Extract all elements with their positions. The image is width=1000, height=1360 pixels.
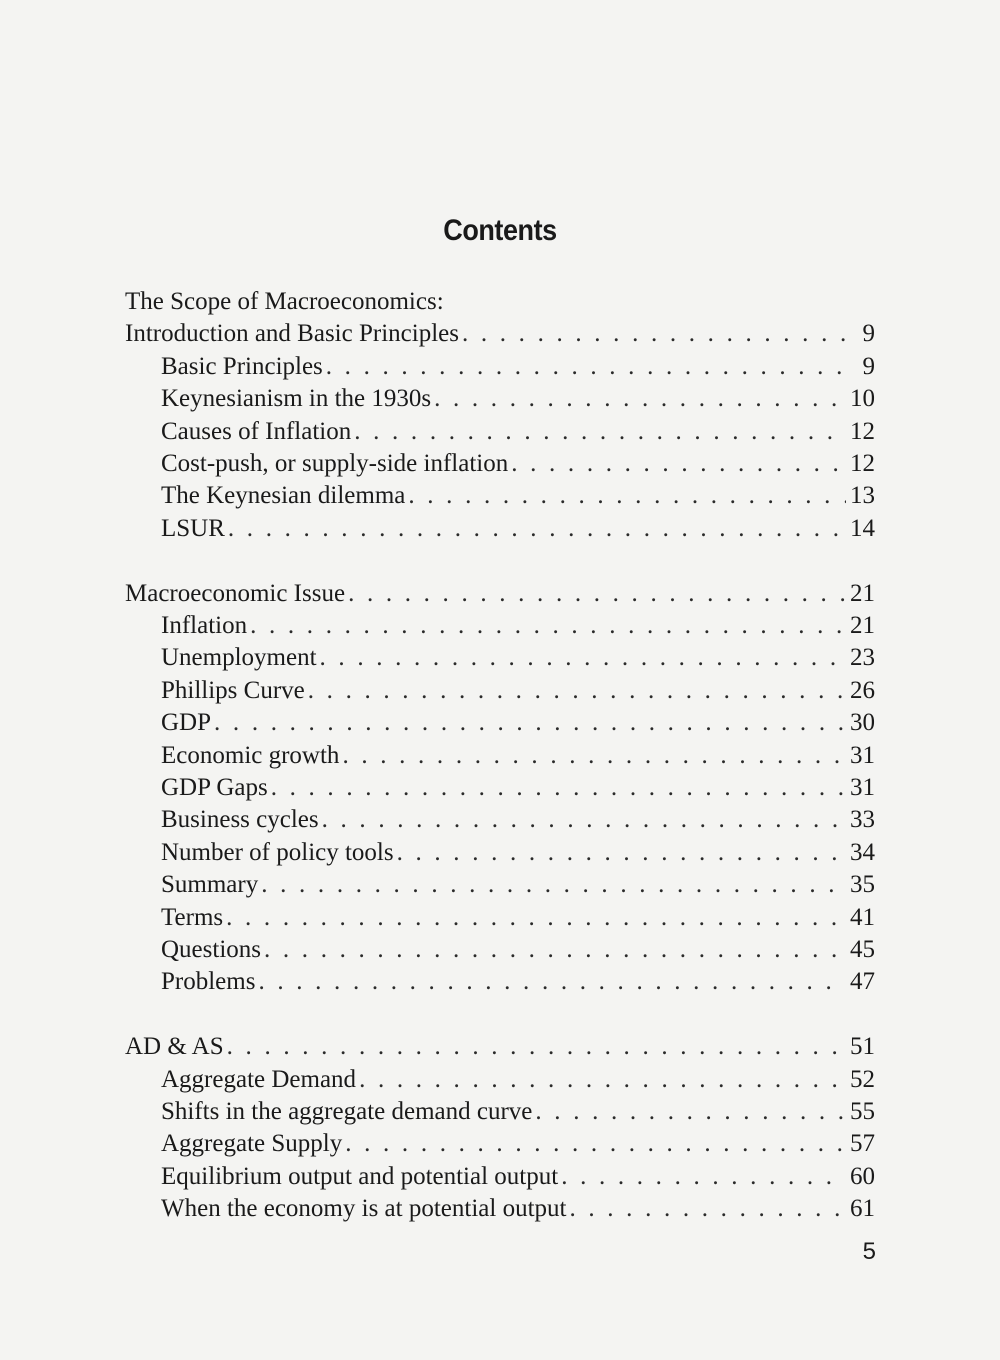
toc-subentry[interactable] xyxy=(125,1193,875,1225)
dot-leader xyxy=(258,966,846,998)
toc-section xyxy=(125,286,875,545)
toc-entry-label: Inflation xyxy=(161,612,248,640)
toc-subentry[interactable] xyxy=(125,610,875,642)
dot-leader xyxy=(354,416,846,448)
toc-entry-label: Cost-push, or supply-side inflation xyxy=(161,449,509,477)
toc-entry-label: Macroeconomic Issue xyxy=(125,579,346,607)
toc-entry-label: Phillips Curve xyxy=(161,676,305,704)
toc-entry-label: Economic growth xyxy=(161,741,340,769)
toc-chapter-entry[interactable] xyxy=(125,578,875,610)
dot-leader xyxy=(345,1128,846,1160)
dot-leader xyxy=(227,1031,846,1063)
toc-entry-label: Summary xyxy=(161,871,259,899)
toc-subentry[interactable] xyxy=(125,383,875,415)
toc-subentry[interactable] xyxy=(125,1096,875,1128)
toc-entry-page: 31 xyxy=(850,773,875,801)
toc-entry-label: Keynesianism in the 1930s xyxy=(161,385,432,413)
toc-entry-label: LSUR xyxy=(161,514,225,542)
toc-entry-page: 45 xyxy=(850,935,875,963)
toc-entry-page: 47 xyxy=(850,968,875,996)
toc-entry-page: 12 xyxy=(850,417,875,445)
toc-entry-page: 9 xyxy=(862,320,875,348)
dot-leader xyxy=(264,934,846,966)
dot-leader xyxy=(228,513,846,545)
dot-leader xyxy=(271,772,846,804)
toc-entry-label: Business cycles xyxy=(161,806,319,834)
toc-entry-page: 9 xyxy=(862,352,875,380)
toc-subentry[interactable] xyxy=(125,772,875,804)
toc-subentry[interactable] xyxy=(125,1128,875,1160)
toc-entry-label: Unemployment xyxy=(161,644,317,672)
toc-section xyxy=(125,578,875,999)
toc-subentry[interactable] xyxy=(125,837,875,869)
toc-section xyxy=(125,1031,875,1225)
toc-entry-page: 21 xyxy=(850,612,875,640)
toc-subentry[interactable] xyxy=(125,448,875,480)
toc-chapter-entry[interactable] xyxy=(125,318,875,350)
toc-subentry[interactable] xyxy=(125,642,875,674)
dot-leader xyxy=(434,383,846,415)
toc-entry-label: Introduction and Basic Principles xyxy=(125,320,459,348)
toc-entry-page: 51 xyxy=(850,1033,875,1061)
toc-entry-label: When the economy is at potential output xyxy=(161,1195,567,1223)
toc-entry-label: Causes of Inflation xyxy=(161,417,352,445)
toc-entry-page: 41 xyxy=(850,903,875,931)
dot-leader xyxy=(320,642,846,674)
toc-entry-page: 23 xyxy=(850,644,875,672)
toc-entry-page: 34 xyxy=(850,838,875,866)
dot-leader xyxy=(214,707,846,739)
toc-entry-page: 57 xyxy=(850,1130,875,1158)
toc-entry-page: 13 xyxy=(850,482,875,510)
toc-entry-page: 30 xyxy=(850,709,875,737)
dot-leader xyxy=(348,578,846,610)
toc-subentry[interactable] xyxy=(125,1161,875,1193)
dot-leader xyxy=(359,1064,846,1096)
toc-entry-label: Shifts in the aggregate demand curve xyxy=(161,1097,533,1125)
toc-entry-label: Problems xyxy=(161,968,256,996)
toc-entry-page: 52 xyxy=(850,1065,875,1093)
toc-subentry[interactable] xyxy=(125,934,875,966)
toc-entry-label: AD & AS xyxy=(125,1033,224,1061)
dot-leader xyxy=(569,1193,846,1225)
toc-entry-label: Aggregate Demand xyxy=(161,1065,357,1093)
toc-subentry[interactable] xyxy=(125,1064,875,1096)
toc-entry-label: The Keynesian dilemma xyxy=(161,482,406,510)
page-title: Contents xyxy=(443,214,557,247)
toc-entry-page: 26 xyxy=(850,676,875,704)
dot-leader xyxy=(308,675,846,707)
toc-entry-label: Terms xyxy=(161,903,224,931)
toc-entry-page: 10 xyxy=(850,385,875,413)
toc-subentry[interactable] xyxy=(125,675,875,707)
toc-subentry[interactable] xyxy=(125,480,875,512)
dot-leader xyxy=(561,1161,846,1193)
dot-leader xyxy=(250,610,846,642)
toc-subentry[interactable] xyxy=(125,966,875,998)
toc-subentry[interactable] xyxy=(125,707,875,739)
toc-subentry[interactable] xyxy=(125,416,875,448)
dot-leader xyxy=(322,804,846,836)
dot-leader xyxy=(511,448,846,480)
dot-leader xyxy=(326,351,847,383)
toc-chapter-heading: The Scope of Macroeconomics: xyxy=(125,288,444,315)
toc-subentry[interactable] xyxy=(125,804,875,836)
toc-subentry[interactable] xyxy=(125,902,875,934)
toc-subentry[interactable] xyxy=(125,351,875,383)
dot-leader xyxy=(261,869,846,901)
toc-entry-label: GDP Gaps xyxy=(161,773,268,801)
toc-entry-page: 31 xyxy=(850,741,875,769)
table-of-contents xyxy=(125,286,875,1258)
toc-entry-label: GDP xyxy=(161,709,212,737)
toc-entry-page: 33 xyxy=(850,806,875,834)
toc-entry-label: Aggregate Supply xyxy=(161,1130,343,1158)
dot-leader xyxy=(462,318,847,350)
dot-leader xyxy=(342,740,846,772)
dot-leader xyxy=(408,480,846,512)
toc-entry-page: 55 xyxy=(850,1097,875,1125)
toc-entry-page: 35 xyxy=(850,871,875,899)
toc-entry-label: Basic Principles xyxy=(161,352,323,380)
toc-entry-page: 60 xyxy=(850,1162,875,1190)
toc-entry-page: 61 xyxy=(850,1195,875,1223)
toc-entry-label: Equilibrium output and potential output xyxy=(161,1162,559,1190)
toc-subentry[interactable] xyxy=(125,513,875,545)
toc-entry-page: 14 xyxy=(850,514,875,542)
toc-entry-label: Questions xyxy=(161,935,261,963)
toc-entry-label: Number of policy tools xyxy=(161,838,394,866)
dot-leader xyxy=(535,1096,846,1128)
page-number: 5 xyxy=(862,1238,876,1265)
toc-entry-page: 12 xyxy=(850,449,875,477)
toc-entry-page: 21 xyxy=(850,579,875,607)
dot-leader xyxy=(397,837,846,869)
toc-subentry[interactable] xyxy=(125,869,875,901)
toc-subentry[interactable] xyxy=(125,740,875,772)
toc-chapter-entry[interactable] xyxy=(125,1031,875,1063)
dot-leader xyxy=(226,902,846,934)
